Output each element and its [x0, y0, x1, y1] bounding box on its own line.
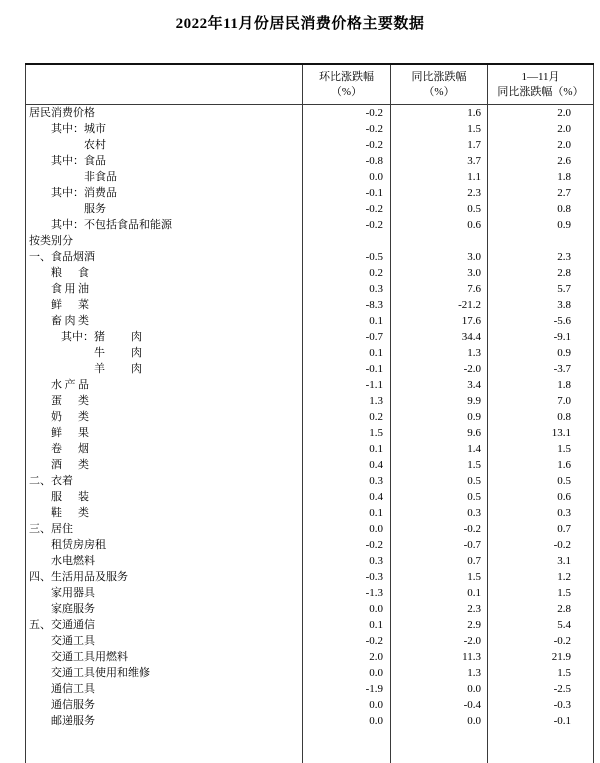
category-label: 农村 [84, 139, 106, 151]
value-cell-mom: -1.1 [303, 377, 391, 393]
value-cell-yoy: 2.3 [391, 185, 488, 201]
table-row [26, 201, 594, 217]
value-cell-yoy: 1.6 [391, 105, 488, 122]
category-cell [26, 281, 303, 297]
value-cell-mom: -0.2 [303, 633, 391, 649]
category-label: 三、居住 [29, 523, 73, 535]
value-cell-yoy: 1.5 [391, 121, 488, 137]
table-row [26, 569, 594, 585]
category-label: 租赁房房租 [51, 539, 106, 551]
category-label: 家庭服务 [51, 603, 95, 615]
category-cell [26, 665, 303, 681]
column-header-ytd-line2: 同比涨跌幅（%） [497, 85, 584, 98]
table-row [26, 409, 594, 425]
category-label: 水电燃料 [51, 555, 95, 567]
value-cell-mom: -0.5 [303, 249, 391, 265]
table-row [26, 185, 594, 201]
value-cell-mom: -0.1 [303, 361, 391, 377]
value-cell-yoy: 0.3 [391, 505, 488, 521]
value-cell-mom: 0.0 [303, 601, 391, 617]
value-cell-ytd: 1.8 [488, 169, 594, 185]
value-cell-mom: 0.4 [303, 457, 391, 473]
column-header-mom-line1: 环比涨跌幅 [319, 70, 374, 83]
value-cell-mom: 1.5 [303, 425, 391, 441]
value-cell-mom: 1.3 [303, 393, 391, 409]
value-cell-ytd: 2.0 [488, 121, 594, 137]
value-cell-ytd: -0.1 [488, 713, 594, 729]
table-row [26, 521, 594, 537]
category-cell [26, 217, 303, 233]
category-label: 不包括食品和能源 [84, 219, 172, 231]
category-cell [26, 457, 303, 473]
value-cell-ytd: -9.1 [488, 329, 594, 345]
value-cell-yoy: 1.1 [391, 169, 488, 185]
category-cell [26, 537, 303, 553]
category-cell [26, 617, 303, 633]
category-label: 交通工具 [51, 635, 95, 647]
table-row [26, 265, 594, 281]
value-cell-ytd: 1.5 [488, 665, 594, 681]
value-cell-ytd: 1.5 [488, 585, 594, 601]
category-label: 鞋类 [51, 507, 89, 519]
category-label: 畜肉类 [51, 315, 89, 327]
table-row [26, 297, 594, 313]
table-row [26, 601, 594, 617]
value-cell-ytd: -5.6 [488, 313, 594, 329]
value-cell-mom: -0.3 [303, 569, 391, 585]
value-cell-ytd [488, 233, 594, 249]
value-cell-ytd: 2.0 [488, 105, 594, 122]
value-cell-yoy: 1.3 [391, 665, 488, 681]
value-cell-mom: 0.2 [303, 409, 391, 425]
value-cell-yoy: -2.0 [391, 361, 488, 377]
table-row [26, 473, 594, 489]
value-cell-ytd: -0.3 [488, 697, 594, 713]
category-label: 服装 [51, 491, 89, 503]
value-cell-yoy: 3.0 [391, 249, 488, 265]
value-cell-mom: 0.1 [303, 345, 391, 361]
category-label: 二、衣着 [29, 475, 73, 487]
value-cell-ytd: 1.8 [488, 377, 594, 393]
value-cell-yoy: 1.5 [391, 569, 488, 585]
value-cell-mom: 0.2 [303, 265, 391, 281]
table-row [26, 377, 594, 393]
table-row [26, 345, 594, 361]
value-cell-mom: 0.1 [303, 441, 391, 457]
value-cell-yoy: 3.7 [391, 153, 488, 169]
value-cell-yoy: 0.5 [391, 201, 488, 217]
value-cell-ytd: 21.9 [488, 649, 594, 665]
value-cell-yoy: 0.0 [391, 681, 488, 697]
value-cell-ytd: 0.6 [488, 489, 594, 505]
table-row [26, 489, 594, 505]
category-label: 邮递服务 [51, 715, 95, 727]
value-cell-mom: 0.0 [303, 521, 391, 537]
value-cell-yoy: 1.4 [391, 441, 488, 457]
table-row [26, 649, 594, 665]
column-header-yoy-line2: （%） [423, 85, 455, 98]
value-cell-ytd: 0.7 [488, 521, 594, 537]
table-row [26, 537, 594, 553]
table-row [26, 425, 594, 441]
category-label: 按类别分 [29, 235, 73, 247]
table-row [26, 313, 594, 329]
table-row [26, 249, 594, 265]
value-cell-ytd: 5.4 [488, 617, 594, 633]
value-cell-mom: 0.1 [303, 617, 391, 633]
value-cell-mom [303, 233, 391, 249]
value-cell-ytd: 0.9 [488, 217, 594, 233]
category-cell [26, 137, 303, 153]
value-cell-mom: 0.0 [303, 697, 391, 713]
value-cell-yoy: 11.3 [391, 649, 488, 665]
category-cell [26, 201, 303, 217]
value-cell-mom: 0.3 [303, 281, 391, 297]
value-cell-ytd: 1.5 [488, 441, 594, 457]
value-cell-yoy: 0.1 [391, 585, 488, 601]
value-cell-yoy: -0.4 [391, 697, 488, 713]
column-header-ytd-line1: 1—11月 [521, 70, 560, 83]
value-cell-mom: 0.1 [303, 505, 391, 521]
category-cell [26, 265, 303, 281]
category-label: 一、食品烟酒 [29, 251, 95, 263]
category-cell [26, 649, 303, 665]
value-cell-mom: 0.0 [303, 169, 391, 185]
value-cell-mom: -1.3 [303, 585, 391, 601]
value-cell-yoy: 9.6 [391, 425, 488, 441]
table-row [26, 233, 594, 249]
value-cell-ytd: 2.3 [488, 249, 594, 265]
table-row [26, 153, 594, 169]
category-cell [26, 585, 303, 601]
table-row [26, 697, 594, 713]
value-cell-ytd: 5.7 [488, 281, 594, 297]
page [0, 12, 600, 731]
category-label: 酒类 [51, 459, 89, 471]
category-cell [26, 361, 303, 377]
value-cell-ytd: 0.9 [488, 345, 594, 361]
column-header-mom-line2: （%） [330, 85, 363, 98]
value-cell-ytd: -3.7 [488, 361, 594, 377]
value-cell-ytd: 0.8 [488, 409, 594, 425]
value-cell-yoy: 0.7 [391, 553, 488, 569]
category-cell [26, 169, 303, 185]
category-label: 猪肉 [94, 331, 142, 343]
category-cell [26, 313, 303, 329]
table-row [26, 137, 594, 153]
table-row [26, 121, 594, 137]
value-cell-mom: 0.4 [303, 489, 391, 505]
value-cell-mom: 0.3 [303, 473, 391, 489]
category-cell [26, 105, 303, 122]
value-cell-yoy: 1.7 [391, 137, 488, 153]
value-cell-ytd: 13.1 [488, 425, 594, 441]
value-cell-yoy: 0.0 [391, 713, 488, 729]
category-label: 水产品 [51, 379, 89, 391]
table-row [26, 681, 594, 697]
value-cell-yoy: 0.5 [391, 489, 488, 505]
category-cell [26, 153, 303, 169]
value-cell-ytd: -0.2 [488, 633, 594, 649]
category-label: 通信工具 [51, 683, 95, 695]
column-header-category [26, 64, 303, 105]
value-cell-mom: -0.2 [303, 537, 391, 553]
table-row [26, 665, 594, 681]
value-cell-ytd: 3.1 [488, 553, 594, 569]
category-label: 交通工具用燃料 [51, 651, 128, 663]
value-cell-mom: 0.3 [303, 553, 391, 569]
value-cell-yoy: 0.9 [391, 409, 488, 425]
category-cell [26, 505, 303, 521]
column-header-yoy [391, 64, 488, 105]
value-cell-yoy: -21.2 [391, 297, 488, 313]
category-label: 服务 [84, 203, 106, 215]
category-cell [26, 697, 303, 713]
value-cell-yoy: 1.3 [391, 345, 488, 361]
table-row [26, 361, 594, 377]
value-cell-mom: 0.0 [303, 665, 391, 681]
category-cell [26, 233, 303, 249]
value-cell-mom: -0.2 [303, 105, 391, 122]
category-label: 食品 [84, 155, 106, 167]
table-row [26, 105, 594, 122]
table-footer-filler [26, 729, 594, 763]
category-label: 羊肉 [94, 363, 142, 375]
category-cell [26, 297, 303, 313]
category-cell [26, 633, 303, 649]
category-cell [26, 425, 303, 441]
category-cell [26, 553, 303, 569]
value-cell-yoy: 3.0 [391, 265, 488, 281]
value-cell-ytd: 1.6 [488, 457, 594, 473]
category-cell [26, 441, 303, 457]
category-label: 粮食 [51, 267, 89, 279]
table-row [26, 441, 594, 457]
value-cell-yoy: -2.0 [391, 633, 488, 649]
category-prefix: 其中： [51, 155, 84, 167]
value-cell-mom: 0.1 [303, 313, 391, 329]
value-cell-ytd: -2.5 [488, 681, 594, 697]
category-cell [26, 681, 303, 697]
table-row [26, 329, 594, 345]
value-cell-ytd: -0.2 [488, 537, 594, 553]
table-row [26, 281, 594, 297]
table-row [26, 457, 594, 473]
value-cell-yoy: -0.2 [391, 521, 488, 537]
table-row [26, 393, 594, 409]
value-cell-ytd: 1.2 [488, 569, 594, 585]
category-cell [26, 249, 303, 265]
value-cell-ytd: 7.0 [488, 393, 594, 409]
table-row [26, 505, 594, 521]
category-label: 食用油 [51, 283, 89, 295]
category-label: 蛋类 [51, 395, 89, 407]
category-prefix: 其中： [51, 123, 84, 135]
category-label: 消费品 [84, 187, 117, 199]
table-body [26, 105, 594, 730]
category-label: 奶类 [51, 411, 89, 423]
category-label: 四、生活用品及服务 [29, 571, 128, 583]
category-prefix: 其中： [51, 187, 84, 199]
category-label: 家用器具 [51, 587, 95, 599]
category-label: 居民消费价格 [29, 107, 95, 119]
value-cell-ytd: 3.8 [488, 297, 594, 313]
category-prefix: 其中： [51, 219, 84, 231]
filler-row [26, 729, 594, 763]
column-header-ytd [488, 64, 594, 105]
category-label: 交通工具使用和维修 [51, 667, 150, 679]
value-cell-yoy: -0.7 [391, 537, 488, 553]
value-cell-ytd: 2.0 [488, 137, 594, 153]
category-label: 五、交通通信 [29, 619, 95, 631]
cpi-table [25, 63, 594, 763]
value-cell-mom: -0.7 [303, 329, 391, 345]
category-label: 通信服务 [51, 699, 95, 711]
category-label: 鲜果 [51, 427, 89, 439]
page-title: 2022年11月份居民消费价格主要数据 [175, 16, 425, 32]
value-cell-mom: -0.2 [303, 201, 391, 217]
category-label: 非食品 [84, 171, 117, 183]
category-cell [26, 185, 303, 201]
table-row [26, 169, 594, 185]
value-cell-ytd: 0.3 [488, 505, 594, 521]
table-row [26, 553, 594, 569]
value-cell-yoy: 7.6 [391, 281, 488, 297]
category-label: 卷烟 [51, 443, 89, 455]
value-cell-mom: -0.2 [303, 217, 391, 233]
value-cell-yoy: 9.9 [391, 393, 488, 409]
value-cell-yoy: 0.5 [391, 473, 488, 489]
category-cell [26, 601, 303, 617]
value-cell-mom: -0.8 [303, 153, 391, 169]
table-row [26, 585, 594, 601]
table-row [26, 217, 594, 233]
value-cell-yoy: 1.5 [391, 457, 488, 473]
table-row [26, 617, 594, 633]
column-header-mom [303, 64, 391, 105]
value-cell-ytd: 0.5 [488, 473, 594, 489]
value-cell-mom: -8.3 [303, 297, 391, 313]
value-cell-ytd: 2.8 [488, 601, 594, 617]
category-cell [26, 521, 303, 537]
category-prefix: 其中： [61, 331, 94, 343]
value-cell-mom: 0.0 [303, 713, 391, 729]
value-cell-ytd: 0.8 [488, 201, 594, 217]
category-cell [26, 569, 303, 585]
value-cell-mom: -0.1 [303, 185, 391, 201]
value-cell-yoy [391, 233, 488, 249]
category-cell [26, 377, 303, 393]
value-cell-yoy: 2.3 [391, 601, 488, 617]
value-cell-mom: -0.2 [303, 121, 391, 137]
value-cell-mom: -0.2 [303, 137, 391, 153]
category-label: 鲜菜 [51, 299, 89, 311]
category-cell [26, 345, 303, 361]
category-cell [26, 409, 303, 425]
value-cell-mom: -1.9 [303, 681, 391, 697]
category-cell [26, 473, 303, 489]
value-cell-mom: 2.0 [303, 649, 391, 665]
category-label: 城市 [84, 123, 106, 135]
value-cell-ytd: 2.7 [488, 185, 594, 201]
table-row [26, 633, 594, 649]
value-cell-yoy: 2.9 [391, 617, 488, 633]
category-cell [26, 489, 303, 505]
value-cell-yoy: 3.4 [391, 377, 488, 393]
value-cell-yoy: 34.4 [391, 329, 488, 345]
column-header-yoy-line1: 同比涨跌幅 [411, 70, 467, 83]
header-row [26, 64, 594, 105]
value-cell-ytd: 2.6 [488, 153, 594, 169]
value-cell-yoy: 17.6 [391, 313, 488, 329]
value-cell-yoy: 0.6 [391, 217, 488, 233]
value-cell-ytd: 2.8 [488, 265, 594, 281]
category-cell [26, 713, 303, 729]
table-row [26, 713, 594, 729]
category-cell [26, 393, 303, 409]
table-header [26, 64, 594, 105]
category-cell [26, 329, 303, 345]
category-label: 牛肉 [94, 347, 142, 359]
category-cell [26, 121, 303, 137]
